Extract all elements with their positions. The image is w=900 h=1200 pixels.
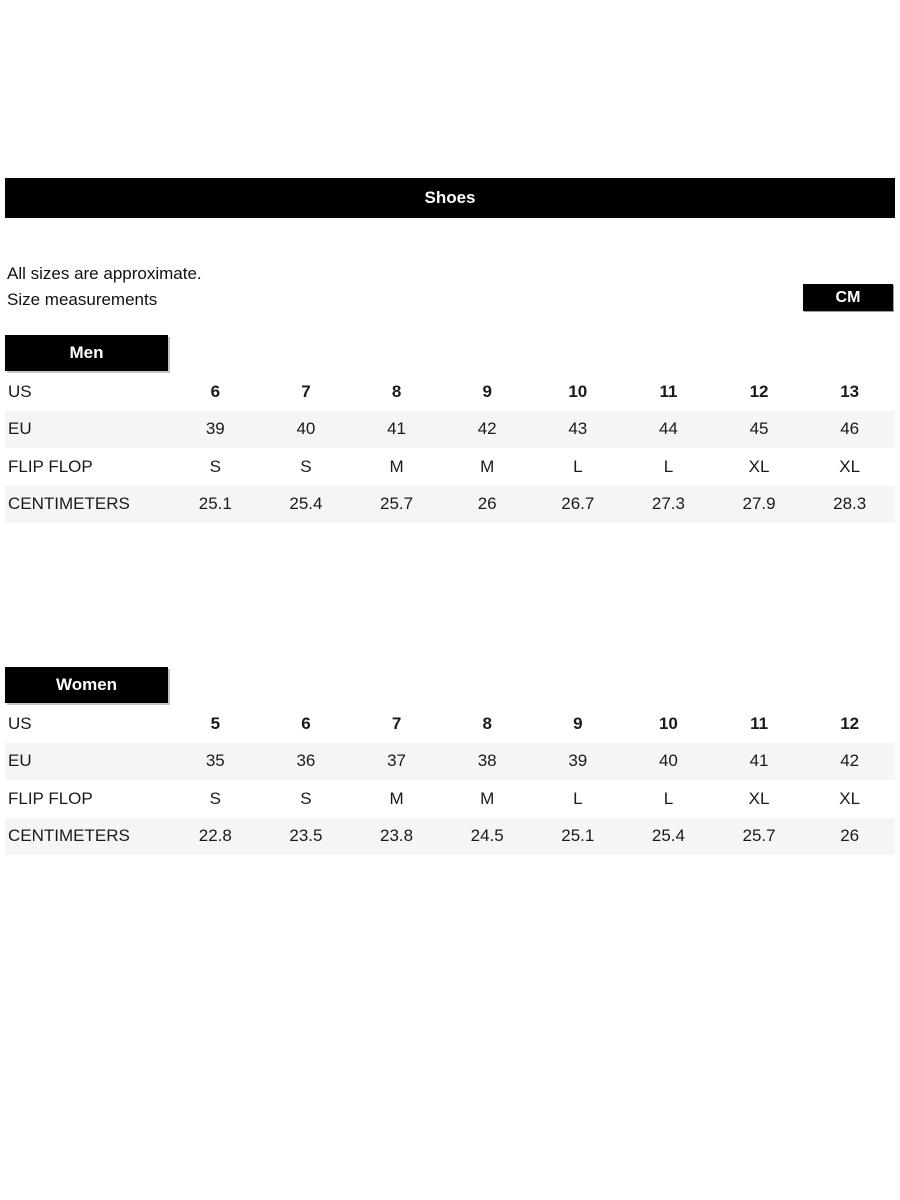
size-cell: 35 xyxy=(205,751,225,771)
size-cell: S xyxy=(209,788,221,808)
size-notes xyxy=(7,261,202,313)
table-row-centimeters xyxy=(5,818,895,856)
size-cell: 12 xyxy=(749,381,769,401)
size-cell: M xyxy=(389,788,404,808)
size-cell: 27.9 xyxy=(742,494,776,514)
size-cell: XL xyxy=(748,788,770,808)
size-cell: 40 xyxy=(658,751,678,771)
note-measurements: Size measurements xyxy=(7,290,158,309)
row-label: FLIP FLOP xyxy=(8,456,93,476)
size-cell: 11 xyxy=(659,381,678,401)
size-cell: 10 xyxy=(658,713,678,733)
size-cell: 26.7 xyxy=(561,494,595,514)
women-section-header: Women xyxy=(5,667,168,703)
size-cell: 25.7 xyxy=(380,494,414,514)
size-cell: L xyxy=(663,456,674,476)
size-cell: 45 xyxy=(749,419,769,439)
row-label: US xyxy=(8,713,32,733)
table-row-us xyxy=(5,373,895,411)
size-cell: 6 xyxy=(301,713,311,733)
size-cell: 12 xyxy=(840,713,860,733)
size-cell: 26 xyxy=(840,826,860,846)
size-cell: 5 xyxy=(210,713,221,733)
size-cell: 46 xyxy=(840,419,860,439)
size-cell: XL xyxy=(839,788,861,808)
note-approximate: All sizes are approximate. xyxy=(7,264,202,283)
size-cell: 7 xyxy=(391,713,402,733)
size-cell: 28.3 xyxy=(833,494,867,514)
row-label: CENTIMETERS xyxy=(8,494,130,514)
row-label: CENTIMETERS xyxy=(8,826,130,846)
size-cell: 39 xyxy=(568,751,588,771)
table-row-eu xyxy=(5,411,895,449)
table-row-flipflop xyxy=(5,448,895,486)
size-cell: 13 xyxy=(840,381,860,401)
row-label: US xyxy=(8,381,32,401)
size-cell: L xyxy=(573,456,583,476)
size-cell: 41 xyxy=(749,751,769,771)
unit-toggle-cm[interactable]: CM xyxy=(803,284,893,311)
size-cell: 38 xyxy=(477,751,497,771)
size-cell: XL xyxy=(748,456,770,476)
size-cell: 9 xyxy=(482,381,492,401)
size-cell: M xyxy=(480,456,495,476)
size-cell: 9 xyxy=(573,713,583,733)
size-cell: 8 xyxy=(482,713,492,733)
size-cell: 25.1 xyxy=(198,494,232,514)
size-cell: 43 xyxy=(568,419,588,439)
size-cell: 7 xyxy=(301,381,311,401)
size-cell: 25.1 xyxy=(561,826,595,846)
size-cell: 36 xyxy=(296,751,316,771)
shoes-title-bar xyxy=(5,178,895,218)
size-cell: S xyxy=(300,456,312,476)
size-cell: 10 xyxy=(568,381,588,401)
size-cell: 25.4 xyxy=(289,494,323,514)
size-cell: XL xyxy=(839,456,861,476)
size-cell: S xyxy=(209,456,221,476)
size-cell: S xyxy=(300,788,312,808)
size-cell: 40 xyxy=(296,419,316,439)
size-cell: 41 xyxy=(387,419,407,439)
row-label: EU xyxy=(8,419,32,439)
table-row-us xyxy=(5,705,895,743)
table-row-eu xyxy=(5,743,895,781)
size-cell: M xyxy=(480,788,495,808)
size-cell: 42 xyxy=(840,751,860,771)
size-cell: 27.3 xyxy=(651,494,685,514)
size-cell: 25.7 xyxy=(742,826,776,846)
size-cell: 22.8 xyxy=(198,826,232,846)
size-cell: 23.5 xyxy=(289,826,323,846)
page-title: Shoes xyxy=(424,188,476,207)
size-cell: L xyxy=(573,788,583,808)
size-cell: 23.8 xyxy=(380,826,414,846)
row-label: EU xyxy=(8,751,32,771)
table-row-centimeters xyxy=(5,486,895,524)
men-section-header: Men xyxy=(5,335,168,371)
men-size-table xyxy=(5,373,895,523)
size-cell: 42 xyxy=(477,419,497,439)
row-label: FLIP FLOP xyxy=(8,788,93,808)
size-cell: 25.4 xyxy=(651,826,685,846)
size-cell: 39 xyxy=(205,419,225,439)
size-cell: 26 xyxy=(477,494,497,514)
size-cell: 24.5 xyxy=(470,826,504,846)
size-cell: 6 xyxy=(210,381,221,401)
size-cell: L xyxy=(663,788,674,808)
size-cell: M xyxy=(389,456,404,476)
size-cell: 11 xyxy=(750,713,769,733)
size-cell: 8 xyxy=(391,381,402,401)
women-size-table xyxy=(5,705,895,855)
size-cell: 44 xyxy=(658,419,678,439)
table-row-flipflop xyxy=(5,780,895,818)
size-cell: 37 xyxy=(387,751,407,771)
